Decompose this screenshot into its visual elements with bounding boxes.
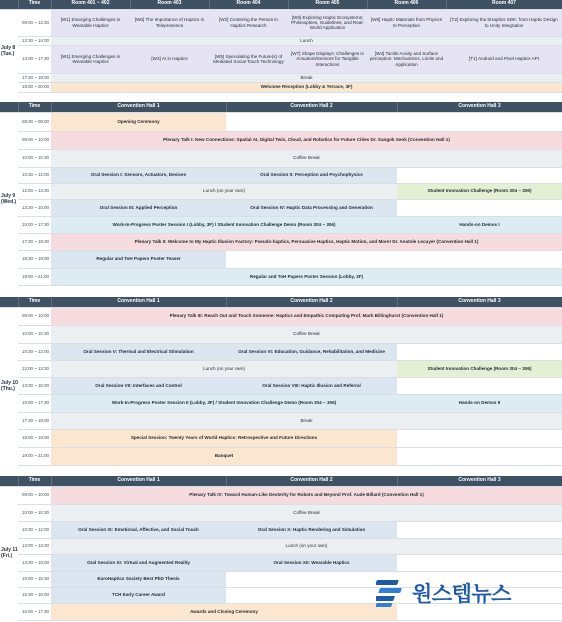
- session-cell: Coffee Break: [51, 325, 562, 343]
- column-header: Convention Hall 1: [51, 297, 226, 307]
- column-header: Convention Hall 2: [226, 297, 397, 307]
- session-cell: Hands-on Demos II: [397, 394, 562, 412]
- session-cell: Break: [51, 412, 562, 429]
- session-cell: Oral Session IX: Emotional, Affective, and Social Touch: [51, 521, 226, 538]
- schedule-table: [0, 0, 562, 93]
- time-cell: 16:00 ~ 17:30: [18, 603, 51, 620]
- column-header: Convention Hall 2: [226, 102, 397, 112]
- day-header-cell: [0, 0, 18, 9]
- schedule-row: [0, 268, 562, 285]
- schedule-row: [0, 82, 562, 92]
- schedule-row: [0, 183, 562, 199]
- schedule-row: [0, 360, 562, 377]
- watermark: [376, 574, 560, 612]
- header-row: [0, 476, 562, 486]
- session-cell: Plenary Talk III: Reach Out and Touch Someone: Haptics and Empathic Computing Prof. Mark Billinghurst (Convention Hall 1): [51, 307, 562, 325]
- schedule-table: [0, 102, 562, 286]
- session-cell: Plenary Talk II: Welcome to My Haptic Illusion Factory: Pseudo-haptics, Persuasive Haptics, Haptic Motion, and More! Dr. Anatole Lecuyer (Convention Hall 1): [51, 233, 562, 250]
- schedule-row: [0, 554, 562, 571]
- schedule-row: [0, 412, 562, 429]
- time-cell: 09:00 ~ 10:00: [18, 307, 51, 325]
- schedule-row: [0, 343, 562, 360]
- time-cell: 13:30 ~ 15:00: [18, 199, 51, 216]
- session-cell: [W9] Exploring Haptic Ecosystems: Philosophies, Guidelines, and Real-World Application: [288, 9, 367, 36]
- time-cell: 10:30 ~ 12:00: [18, 343, 51, 360]
- empty-cell: [397, 429, 562, 447]
- column-header: Room 401 ~ 402: [51, 0, 130, 9]
- day-header-cell: [0, 297, 18, 307]
- session-cell: Special Session: Twenty Years of World Haptics: Retrospective and Future Directions: [51, 429, 397, 447]
- empty-cell: [397, 447, 562, 465]
- time-cell: 15:00 ~ 17:30: [18, 216, 51, 233]
- empty-cell: [226, 112, 562, 131]
- empty-cell: [397, 343, 562, 360]
- session-cell: [W5] Speculating the Future(s) of Mediated Social Touch Technology: [209, 45, 288, 73]
- column-header: Room 406: [367, 0, 446, 9]
- schedule-row: [0, 307, 562, 325]
- schedule-row: [0, 377, 562, 394]
- time-cell: 17:30 ~ 18:30: [18, 233, 51, 250]
- column-header: Convention Hall 1: [51, 102, 226, 112]
- column-header: Time: [18, 0, 51, 9]
- time-cell: 19:00 ~ 21:00: [18, 268, 51, 285]
- session-cell: TCH Early Career Award: [51, 587, 226, 603]
- column-header: Time: [18, 297, 51, 307]
- column-header: Convention Hall 1: [51, 476, 226, 486]
- time-cell: 15:00 ~ 17:30: [18, 394, 51, 412]
- empty-cell: [397, 554, 562, 571]
- session-cell: Oral Session II: Perception and Psychophysics: [226, 167, 397, 183]
- session-cell: Oral Session IV: Haptic Data Processing and Generation: [226, 199, 397, 216]
- column-header: Room 405: [288, 0, 367, 9]
- empty-cell: [397, 167, 562, 183]
- time-cell: 19:00 ~ 21:00: [18, 447, 51, 465]
- day-label: July 10 (Thu.): [0, 307, 18, 465]
- session-cell: EuroHaptics Society Best PhD Thesis: [51, 571, 226, 587]
- schedule-row: [0, 233, 562, 250]
- session-cell: [W1] Emerging Challenges in Wearable Haptics: [51, 45, 130, 73]
- time-cell: 18:00 ~ 19:00: [18, 429, 51, 447]
- schedule-table: [0, 297, 562, 466]
- schedule-row: [0, 167, 562, 183]
- schedule-row: [0, 73, 562, 82]
- time-cell: 10:00 ~ 10:30: [18, 149, 51, 167]
- time-cell: 12:00 ~ 13:30: [18, 183, 51, 199]
- column-header: Convention Hall 2: [226, 476, 397, 486]
- schedule-row: [0, 45, 562, 73]
- time-cell: 09:00 ~ 12:30: [18, 9, 51, 36]
- time-cell: 12:30 ~ 14:00: [18, 36, 51, 45]
- session-cell: Welcome Reception (Lobby & Terrace, 3F): [51, 82, 562, 92]
- session-cell: Coffee Break: [51, 149, 562, 167]
- session-cell: Oral Session VIII: Haptic Illusion and Referral: [226, 377, 397, 394]
- day-header-cell: [0, 102, 18, 112]
- schedule-row: [0, 429, 562, 447]
- session-cell: [W6] The Importance of Haptics in Telepresence: [130, 9, 209, 36]
- time-cell: 13:30 ~ 15:00: [18, 554, 51, 571]
- time-cell: 09:00 ~ 10:00: [18, 131, 51, 149]
- column-header: Room 407: [446, 0, 562, 9]
- session-cell: Lunch (on your own): [51, 360, 397, 377]
- column-header: Time: [18, 476, 51, 486]
- session-cell: Work-In-Progress Poster Session I (Lobby, 3F) / Student Innovation Challenge Demo (Room 304 ~ 306): [51, 216, 397, 233]
- schedule-block-july-10: [0, 297, 562, 466]
- session-cell: [W4] Tactile Acuity and Surface perception: Mechanisms, Limits and Application: [367, 45, 446, 73]
- session-cell: Oral Session III: Applied Perception: [51, 199, 226, 216]
- session-cell: Regular and ToH Papers Poster Session (Lobby, 3F): [51, 268, 562, 285]
- schedule-row: [0, 9, 562, 36]
- session-cell: Regular and ToH Papers Poster Teaser: [51, 250, 226, 268]
- session-cell: [W3] AI in Haptics: [130, 45, 209, 73]
- time-cell: 15:00 ~ 15:30: [18, 571, 51, 587]
- time-cell: 17:30 ~ 18:00: [18, 412, 51, 429]
- session-cell: Lunch: [51, 36, 562, 45]
- header-row: [0, 297, 562, 307]
- session-cell: Work-In-Progress Poster Session II (Lobby, 3F) / Student Innovation Challenge Demo (Room 304 ~ 306): [51, 394, 397, 412]
- session-cell: Lunch (on your own): [51, 538, 562, 554]
- empty-cell: [226, 250, 562, 268]
- session-cell: [T2] Exploring the bHaptics SDK: from Haptic Design to Unity Integration: [446, 9, 562, 36]
- time-cell: 12:00 ~ 13:30: [18, 538, 51, 554]
- time-cell: 15:30 ~ 16:00: [18, 587, 51, 603]
- day-label: July 9 (Wed.): [0, 112, 18, 285]
- schedule-row: [0, 325, 562, 343]
- empty-cell: [397, 377, 562, 394]
- header-row: [0, 0, 562, 9]
- schedule-row: [0, 112, 562, 131]
- session-cell: Plenary Talk IV: Toward Human-Like Dexterity for Robots and Beyond Prof. Aude Billard (Convention Hall 1): [51, 486, 562, 504]
- session-cell: Oral Session VI: Education, Guidance, Rehabilitation, and Medicine: [226, 343, 397, 360]
- schedule-row: [0, 447, 562, 465]
- empty-cell: [397, 521, 562, 538]
- session-cell: [W7] Shape Displays: Challenges in Actuators/Sensors for Tangible Interactions: [288, 45, 367, 73]
- schedule-row: [0, 216, 562, 233]
- session-cell: Coffee Break: [51, 504, 562, 521]
- schedule-row: [0, 131, 562, 149]
- day-header-cell: [0, 476, 18, 486]
- session-cell: [T1] Android and Pixel Haptics API: [446, 45, 562, 73]
- session-cell: Break: [51, 73, 562, 82]
- empty-cell: [397, 199, 562, 216]
- schedule-row: [0, 149, 562, 167]
- session-cell: Opening Ceremony: [51, 112, 226, 131]
- time-cell: 09:00 ~ 10:00: [18, 486, 51, 504]
- session-cell: Oral Session V: Thermal and Electrical Stimulation: [51, 343, 226, 360]
- session-cell: Awards and Closing Ceremony: [51, 603, 397, 620]
- session-cell: Banquet: [51, 447, 397, 465]
- column-header: Room 404: [209, 0, 288, 9]
- schedule-row: [0, 538, 562, 554]
- time-cell: 18:00 ~ 20:00: [18, 82, 51, 92]
- session-cell: Oral Session VII: Interfaces and Control: [51, 377, 226, 394]
- column-header: Convention Hall 3: [397, 476, 562, 486]
- day-label: July 8 (Tue.): [0, 9, 18, 92]
- header-row: [0, 102, 562, 112]
- time-cell: 12:00 ~ 13:30: [18, 360, 51, 377]
- column-header: Convention Hall 3: [397, 297, 562, 307]
- time-cell: 10:00 ~ 10:30: [18, 325, 51, 343]
- session-cell: Student Innovation Challenge (Room 304 ~ 306): [397, 360, 562, 377]
- time-cell: 17:30 ~ 18:00: [18, 73, 51, 82]
- watermark-text: 원스텝뉴스: [412, 582, 511, 606]
- session-cell: Hands-on Demos I: [397, 216, 562, 233]
- session-cell: Lunch (on your own): [51, 183, 397, 199]
- column-header: Convention Hall 3: [397, 102, 562, 112]
- day-label: July 11 (Fri.): [0, 486, 18, 620]
- session-cell: [W1] Emerging Challenges in Wearable Haptics: [51, 9, 130, 36]
- session-cell: Oral Session XI: Virtual and Augmented Reality: [51, 554, 226, 571]
- schedule-block-july-9: [0, 102, 562, 286]
- session-cell: Student Innovation Challenge (Room 304 ~ 306): [397, 183, 562, 199]
- schedule-row: [0, 486, 562, 504]
- onestep-news-logo-icon: [376, 577, 410, 609]
- schedule-row: [0, 521, 562, 538]
- schedule-row: [0, 36, 562, 45]
- session-cell: Oral Session X: Haptic Rendering and Simulation: [226, 521, 397, 538]
- time-cell: 10:30 ~ 12:00: [18, 521, 51, 538]
- time-cell: 14:00 ~ 17:30: [18, 45, 51, 73]
- schedule-row: [0, 250, 562, 268]
- time-cell: 08:30 ~ 09:00: [18, 112, 51, 131]
- session-cell: Oral Session I: Sensors, Actuators, Devices: [51, 167, 226, 183]
- time-cell: 10:30 ~ 12:00: [18, 167, 51, 183]
- schedule-block-july-8: [0, 0, 562, 93]
- session-cell: Oral Session XII: Wearable Haptics: [226, 554, 397, 571]
- session-cell: Plenary Talk I: New Connections: Spatial AI, Digital Twin, Cloud, and Robotics for Future Cities Dr. Sangok Seok (Convention Hall 1): [51, 131, 562, 149]
- schedule-row: [0, 504, 562, 521]
- column-header: Time: [18, 102, 51, 112]
- session-cell: [W2] Centering the Person in Haptics Research: [209, 9, 288, 36]
- time-cell: 13:30 ~ 15:00: [18, 377, 51, 394]
- session-cell: [W8] Haptic Materials from Physics to Perception: [367, 9, 446, 36]
- time-cell: 10:00 ~ 10:30: [18, 504, 51, 521]
- schedule-row: [0, 199, 562, 216]
- time-cell: 18:30 ~ 19:00: [18, 250, 51, 268]
- schedule-row: [0, 394, 562, 412]
- column-header: Room 403: [130, 0, 209, 9]
